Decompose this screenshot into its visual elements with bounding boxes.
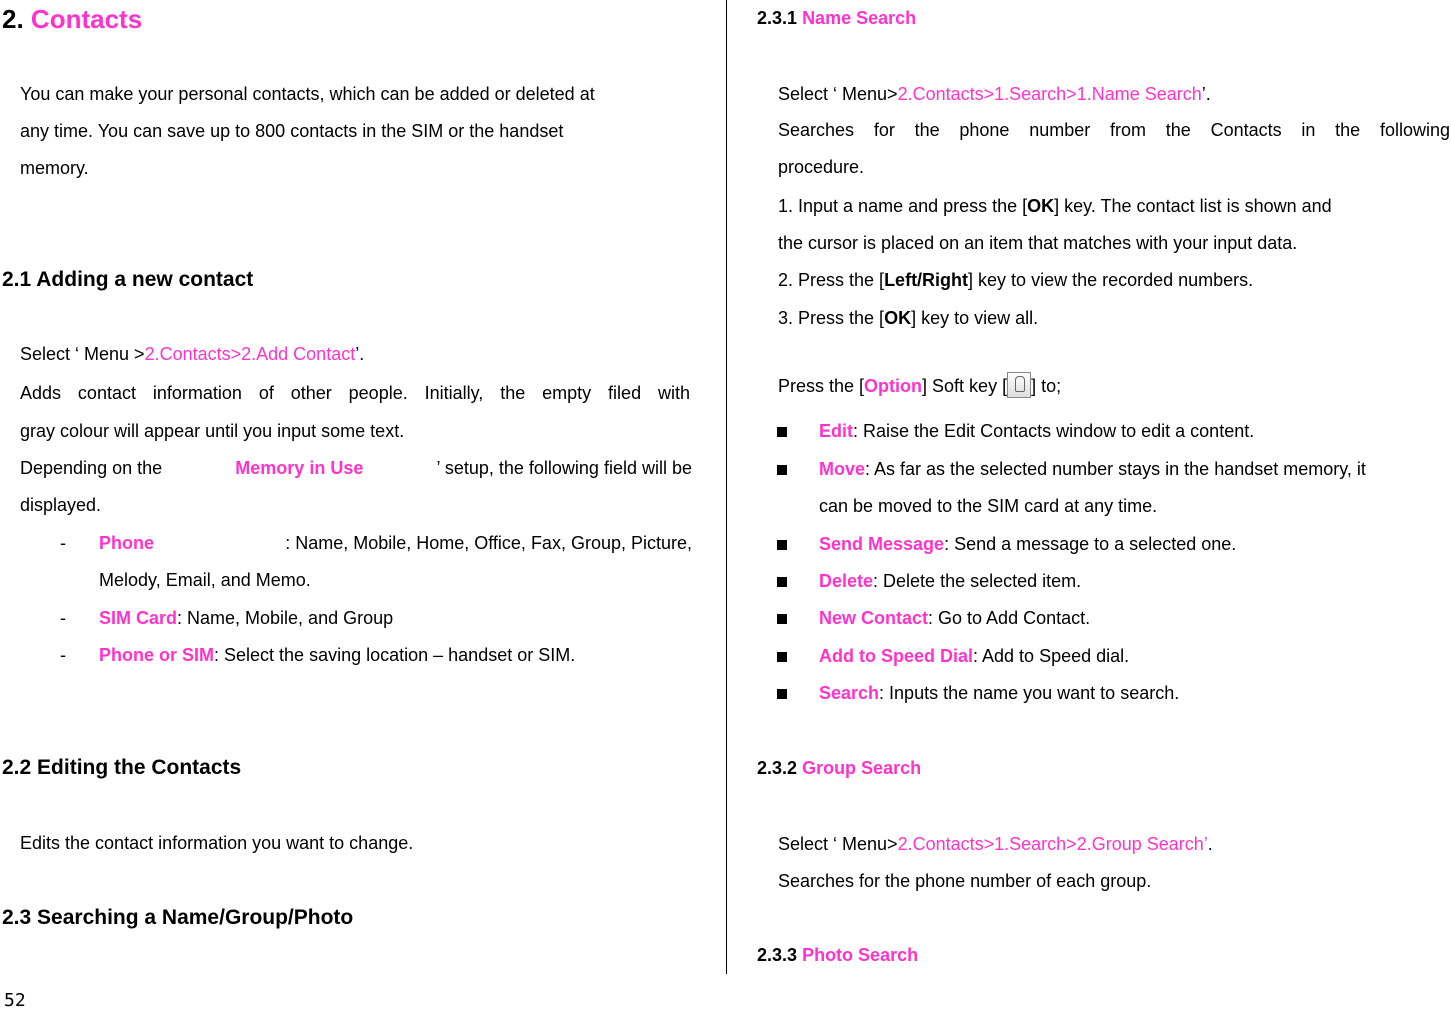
option-move (819, 459, 1366, 480)
move-text: : As far as the selected number stays in the handset memory, it (865, 459, 1366, 479)
intro-line-1: You can make your personal contacts, which can be added or deleted at (20, 84, 595, 104)
delete-key: Delete (819, 571, 874, 591)
section-number: 2.3.3 (757, 945, 798, 965)
section-number: 2.3.1 (757, 8, 798, 28)
left-right-key: Left/Right (884, 270, 969, 290)
option-softkey-line (778, 372, 1061, 398)
list-item-phone-or-sim (99, 645, 575, 666)
section-title: Group Search (802, 758, 922, 778)
select-prefix: Select ‘ Menu> (778, 834, 898, 854)
step-1-text-2: ] key. The contact list is shown and (1054, 196, 1332, 216)
section-2-1-line-2: gray colour will appear until you input some text. (20, 421, 405, 441)
column-divider (726, 0, 727, 974)
send-message-text: : Send a message to a selected one. (944, 534, 1237, 554)
list-item-phone (99, 533, 692, 554)
step-2-text-2: ] key to view the recorded numbers. (968, 270, 1254, 290)
memory-in-use-key: Memory in Use (235, 458, 364, 478)
bullet-icon (777, 652, 787, 662)
option-edit (819, 421, 1254, 442)
send-message-key: Send Message (819, 534, 945, 554)
section-2-3-1-heading (757, 8, 916, 29)
chapter-number: 2. (2, 4, 24, 34)
depending-text-2: ’ setup, the following field will be (436, 458, 692, 478)
add-to-speed-dial-key: Add to Speed Dial (819, 646, 974, 666)
option-add-to-speed-dial (819, 646, 1129, 667)
chapter-title (2, 4, 142, 35)
section-2-3-2-heading (757, 758, 921, 779)
new-contact-key: New Contact (819, 608, 929, 628)
section-2-1-line-1: Adds contact information of other people. Initially, the empty filed with (20, 383, 690, 403)
bullet-icon (777, 577, 787, 587)
step-1-text: 1. Input a name and press the [ (778, 196, 1028, 216)
sim-card-text: : Name, Mobile, and Group (177, 608, 394, 628)
section-2-3-1-select (778, 84, 1211, 105)
section-2-3-1-line-2: procedure. (778, 157, 865, 177)
step-2-text: 2. Press the [ (778, 270, 885, 290)
add-to-speed-dial-text: : Add to Speed dial. (973, 646, 1130, 666)
step-3 (778, 308, 1038, 329)
option-search (819, 683, 1179, 704)
option-send-message (819, 534, 1236, 555)
select-suffix: ’. (355, 344, 365, 364)
option-new-contact (819, 608, 1090, 629)
page-number: 52 (4, 990, 26, 1011)
step-1 (778, 196, 1450, 217)
intro-line-2: any time. You can save up to 800 contacts in the SIM or the handset (20, 121, 564, 141)
press-text-3: ] to; (1031, 376, 1062, 396)
edit-key: Edit (819, 421, 853, 441)
dash-marker: - (60, 533, 66, 553)
press-text-2: ] Soft key [ (922, 376, 1008, 396)
section-title: Photo Search (802, 945, 919, 965)
section-2-1-select (20, 344, 364, 365)
phone-or-sim-key: Phone or SIM (99, 645, 215, 665)
sim-card-key: SIM Card (99, 608, 178, 628)
section-2-3-2-text: Searches for the phone number of each group. (778, 871, 1152, 891)
search-text: : Inputs the name you want to search. (879, 683, 1180, 703)
list-item-sim-card (99, 608, 393, 629)
option-move-cont: can be moved to the SIM card at any time. (819, 496, 1158, 516)
bullet-icon (777, 540, 787, 550)
step-3-text: 3. Press the [ (778, 308, 885, 328)
section-title: Name Search (802, 8, 917, 28)
bullet-icon (777, 427, 787, 437)
intro-line-3: memory. (20, 158, 89, 178)
bullet-icon (777, 689, 787, 699)
select-suffix: . (1207, 834, 1213, 854)
section-2-3-1-line-1: Searches for the phone number from the Contacts in the following (778, 120, 1450, 140)
move-key: Move (819, 459, 866, 479)
section-2-3-2-select (778, 834, 1213, 855)
chapter-name: Contacts (30, 4, 143, 34)
section-2-2-text: Edits the contact information you want to change. (20, 833, 414, 853)
section-2-2-heading: 2.2 Editing the Contacts (2, 756, 242, 779)
delete-text: : Delete the selected item. (873, 571, 1082, 591)
ok-key: OK (1027, 196, 1055, 216)
menu-path: 2.Contacts>1.Search>1.Name Search (897, 84, 1202, 104)
section-number: 2.3.2 (757, 758, 798, 778)
new-contact-text: : Go to Add Contact. (928, 608, 1091, 628)
section-2-3-heading: 2.3 Searching a Name/Group/Photo (2, 906, 354, 929)
select-prefix: Select ‘ Menu > (20, 344, 145, 364)
menu-path: 2.Contacts>1.Search>2.Group Search’ (897, 834, 1208, 854)
search-key: Search (819, 683, 880, 703)
step-1-cont: the cursor is placed on an item that matches with your input data. (778, 233, 1298, 253)
phone-or-sim-text: : Select the saving location – handset or SIM. (214, 645, 576, 665)
section-2-1-displayed: displayed. (20, 495, 102, 515)
list-item-phone-cont: Melody, Email, and Memo. (99, 570, 311, 590)
dash-marker: - (60, 645, 66, 665)
bullet-icon (777, 465, 787, 475)
press-text: Press the [ (778, 376, 865, 396)
select-prefix: Select ‘ Menu> (778, 84, 898, 104)
ok-key: OK (884, 308, 912, 328)
option-delete (819, 571, 1081, 592)
option-key: Option (864, 376, 923, 396)
step-2 (778, 270, 1253, 291)
bullet-icon (777, 614, 787, 624)
phone-key: Phone (99, 533, 155, 553)
phone-text: : Name, Mobile, Home, Office, Fax, Group, Picture, (285, 533, 692, 553)
section-2-3-3-heading (757, 945, 918, 966)
section-2-1-depending (20, 458, 692, 479)
dash-marker: - (60, 608, 66, 628)
select-suffix: ’. (1201, 84, 1211, 104)
soft-key-icon (1007, 372, 1031, 398)
step-3-text-2: ] key to view all. (911, 308, 1039, 328)
menu-path: 2.Contacts>2.Add Contact (144, 344, 356, 364)
depending-text: Depending on the (20, 458, 163, 478)
section-2-1-heading: 2.1 Adding a new contact (2, 268, 254, 291)
edit-text: : Raise the Edit Contacts window to edit a content. (853, 421, 1255, 441)
